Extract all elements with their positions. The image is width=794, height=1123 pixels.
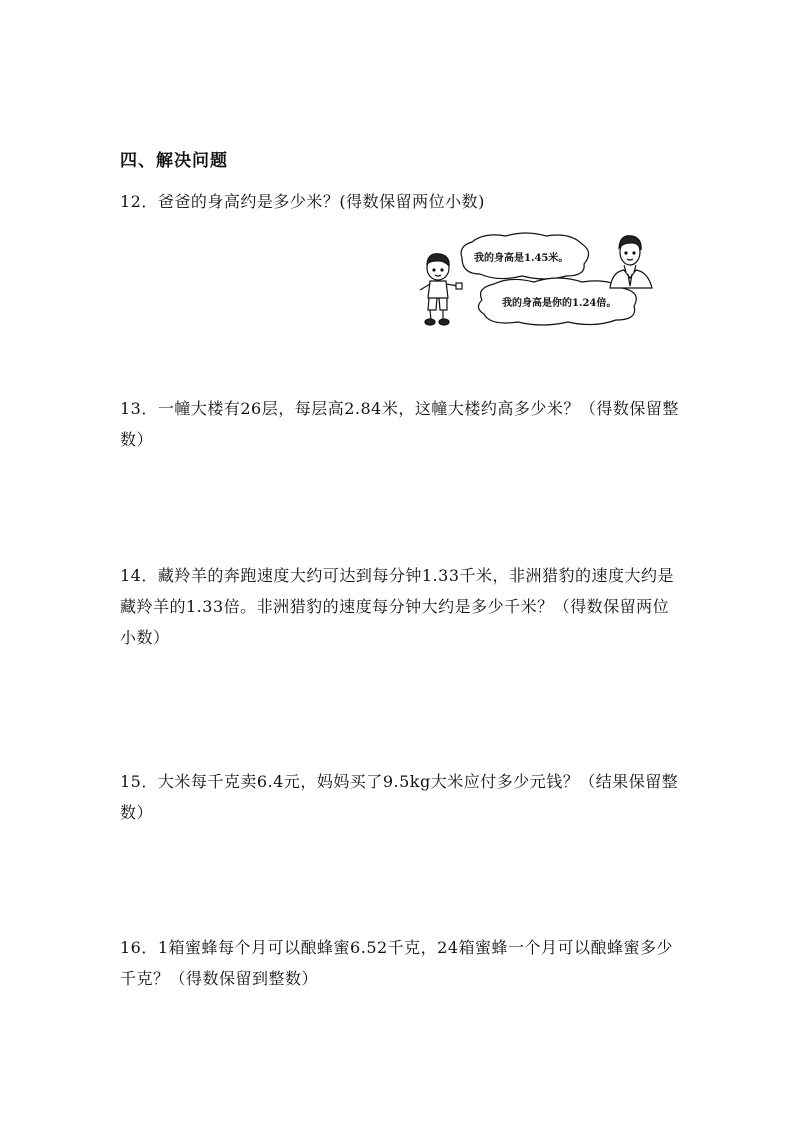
question-14	[120, 560, 680, 653]
question-text: 一幢大楼有26层，每层高2.84米，这幢大楼约高多少米？（得数保留整数）	[120, 399, 679, 449]
question-number: 16．	[120, 938, 158, 957]
question-12	[120, 186, 680, 217]
boy-speech-bubble	[461, 233, 588, 279]
question-text: 1箱蜜蜂每个月可以酿蜂蜜6.52千克，24箱蜜蜂一个月可以酿蜂蜜多少千克？（得数保留到整数）	[120, 938, 674, 988]
dad-speech-text: 我的身高是你的1.24倍。	[502, 298, 617, 309]
question-number: 15．	[120, 772, 158, 791]
question-number: 14．	[120, 566, 158, 585]
boy-speech-text: 我的身高是1.45米。	[474, 253, 569, 264]
question-15	[120, 766, 680, 828]
boy-figure-icon	[420, 254, 462, 325]
height-comparison-illustration	[410, 228, 680, 332]
question-number: 12．	[120, 192, 158, 211]
section-title: 四、解决问题	[120, 151, 228, 171]
question-text: 藏羚羊的奔跑速度大约可达到每分钟1.33千米，非洲猎豹的速度大约是藏羚羊的1.33倍。非洲猎豹的速度每分钟大约是多少千米？（得数保留两位小数）	[120, 566, 675, 647]
question-text: 爸爸的身高约是多少米？(得数保留两位小数)	[157, 192, 485, 211]
question-16	[120, 932, 680, 994]
question-text: 大米每千克卖6.4元，妈妈买了9.5kg大米应付多少元钱？（结果保留整数）	[120, 772, 679, 822]
question-number: 13．	[120, 399, 158, 418]
dad-figure-icon	[610, 236, 652, 288]
question-13	[120, 393, 680, 455]
